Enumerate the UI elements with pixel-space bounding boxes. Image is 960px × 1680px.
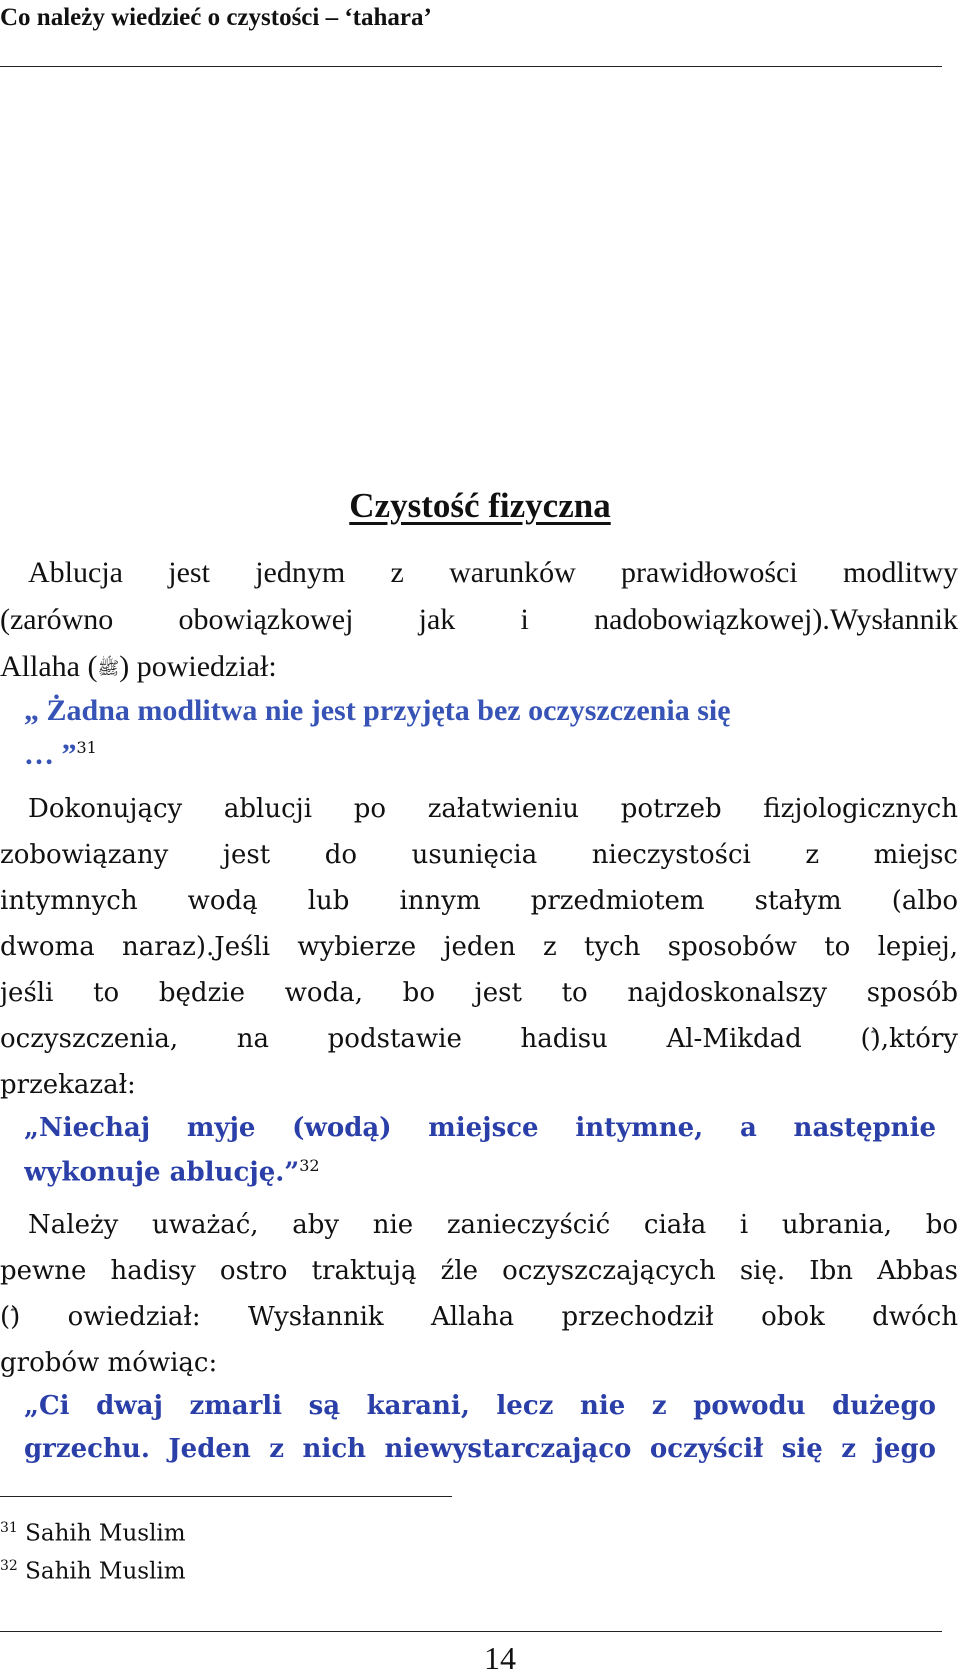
paragraph-2-line-5: jeśli to będzie woda, bo jest to najdoskonalszy sposób [0, 978, 958, 1008]
paragraph-3-line-3 [0, 1302, 958, 1348]
quote-2-line-2 [24, 1156, 936, 1202]
paragraph-3-line-1: Należy uważać, aby nie zanieczyścić ciała i ubrania, bo [28, 1210, 958, 1240]
footnote-ref-31: 31 [76, 738, 97, 757]
quote-1-line-2 [24, 738, 936, 784]
paragraph-1-line-3 [0, 650, 958, 696]
paragraph-3-line-4: grobów mówiąc: [0, 1348, 218, 1378]
paragraph-2-line-7: przekazał: [0, 1070, 136, 1100]
footnote-ref-32: 32 [299, 1156, 320, 1175]
footnote-32 [0, 1558, 186, 1585]
footnote-number: 32 [0, 1558, 18, 1574]
paragraph-2-line-4: dwoma naraz).Jeśli wybierze jeden z tych sposobów to lepiej, [0, 932, 958, 962]
quote-1-line-2-text: … ” [24, 738, 77, 771]
paragraph-1-line-3-text-b: ) powiedział: [119, 650, 277, 683]
header-rule [0, 66, 942, 67]
footnote-31 [0, 1520, 186, 1547]
quote-2-line-1: „Niechaj myje (wodą) miejsce intymne, a następnie [24, 1113, 936, 1143]
footnote-text: Sahih Muslim [25, 1520, 186, 1547]
paragraph-2-line-3: intymnych wodą lub innym przedmiotem stałym (albo [0, 886, 958, 916]
paragraph-3-line-3-text-b: ) owiedział: Wysłannik Allaha przechodził obok dwóch [10, 1302, 958, 1332]
paragraph-3-line-2: pewne hadisy ostro traktują źle oczyszczających się. Ibn Abbas [0, 1256, 958, 1286]
paragraph-2-line-6-text-a: oczyszczenia, na podstawie hadisu Al-Mikdad ( [0, 1024, 871, 1054]
quote-3-line-2: grzechu. Jeden z nich niewystarczająco oczyścił się z jego [24, 1434, 936, 1464]
footnote-text: Sahih Muslim [25, 1558, 186, 1585]
footnote-number: 31 [0, 1520, 18, 1536]
paragraph-2-line-1: Dokonujący ablucji po załatwieniu potrzeb fizjologicznych [28, 794, 958, 824]
page-number: 14 [484, 1640, 516, 1676]
paragraph-3-line-3-text-a: ( [0, 1302, 11, 1332]
quote-2-line-2-text: wykonuje ablucję.” [24, 1157, 300, 1188]
paragraph-1-line-1: Ablucja jest jednym z warunków prawidłowości modlitwy [28, 556, 958, 589]
paragraph-1-line-3-text-a: Allaha ( [0, 650, 98, 683]
paragraph-1-line-2: (zarówno obowiązkowej jak i nadobowiązkowej).Wysłannik [0, 603, 958, 636]
section-title: Czystość fizyczna [349, 486, 611, 525]
paragraph-2-line-2: zobowiązany jest do usunięcia nieczystości z miejsc [0, 840, 958, 870]
paragraph-2-line-6 [0, 1024, 958, 1070]
quote-3-line-1: „Ci dwaj zmarli są karani, lecz nie z powodu dużego [24, 1391, 936, 1421]
footer-rule [0, 1631, 942, 1632]
quote-1-line-1: „ Żadna modlitwa nie jest przyjęta bez oczyszczenia się [24, 694, 731, 727]
running-header: Co należy wiedzieć o czystości – ‘tahara’ [0, 4, 432, 31]
footnote-separator [0, 1496, 452, 1497]
paragraph-2-line-6-text-b: ),który [870, 1024, 958, 1054]
honorific-glyph: ﷺ [97, 658, 120, 679]
